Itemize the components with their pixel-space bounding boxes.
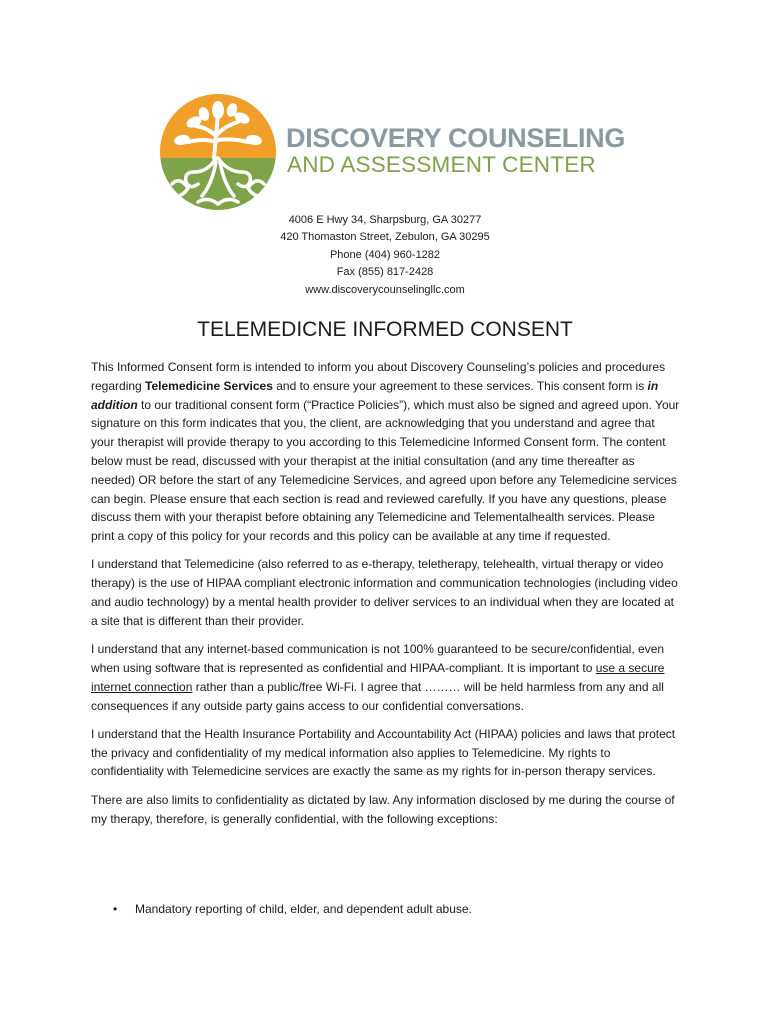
phone-line: Phone (404) 960-1282 [329, 248, 441, 261]
paragraph-limits: There are also limits to confidentiality as dictated by law. Any information disclosed by me during the course of my therapy, therefore, is generally confidential, with the following exceptions: [91, 792, 675, 826]
document-body [91, 358, 681, 838]
para-underlined: use a secure internet connection [91, 660, 665, 694]
para-text: This Informed Consent form is intended to inform you about Discovery Counseling’s policies and procedures regarding [91, 360, 666, 393]
para-text: I understand that any internet-based communication is not 100% guaranteed to be secure/confidential, even when using software that is represented as confidential and HIPAA-compliant. It is important to [91, 642, 665, 675]
paragraph-security [91, 640, 681, 715]
para-text: rather than a public/free Wi-Fi. I agree that ……… will be held harmless from any and all consequences if any outside party gains access to our confidential conversations. [91, 679, 664, 713]
paragraph-definition: I understand that Telemedicine (also referred to as e-therapy, teletherapy, telehealth, virtual therapy or video therapy) is the use of HIPAA compliant electronic information and communication technologies (including video and audio technology) by a mental health provider to deliver services to an individual when they are located at a site that is different than their provider. [91, 557, 678, 628]
para-text: to our traditional consent form (“Practice Policies”), which must also be signed and agreed upon. Your signature on this form indicates that you, the client, are acknowledging that you understand and agree that your therapist will provide therapy to you according to this Telemedicine Informed Consent form. The content below must be read, discussed with your therapist at the initial consultation (and any time thereafter as needed) OR before the start of any Telemedicine Services, and agreed upon before any Telemedicine services can begin. Please ensure that each section is read and reviewed carefully. If you have any questions, please discuss them with your therapist before obtaining any Telemedicine and Telementalhealth services. Please print a copy of this policy for your records and this policy can be available at any time if requested. [91, 397, 680, 544]
brand-name-line2: AND ASSESSMENT CENTER [287, 152, 596, 177]
para-text: and to ensure your agreement to these services. This consent form is [272, 378, 648, 393]
list-item [113, 900, 472, 918]
para-bold: Telemedicine Services [145, 378, 273, 393]
brand-name-line1: DISCOVERY COUNSELING [286, 123, 626, 153]
paragraph-intro [91, 358, 681, 546]
list-item-text: Mandatory reporting of child, elder, and dependent adult abuse. [135, 902, 472, 916]
document-title: TELEMEDICNE INFORMED CONSENT [197, 318, 573, 341]
tree-circle-logo-icon [158, 92, 278, 212]
address-line: 4006 E Hwy 34, Sharpsburg, GA 30277 [288, 214, 482, 226]
address-block [0, 212, 770, 299]
bullet-icon: • [113, 902, 118, 916]
address-line: 420 Thomaston Street, Zebulon, GA 30295 [280, 231, 490, 244]
website-line: www.discoverycounselingllc.com [305, 283, 465, 296]
fax-line: Fax (855) 817-2428 [336, 266, 434, 279]
para-bold-italic: in addition [91, 378, 659, 412]
paragraph-hipaa: I understand that the Health Insurance Portability and Accountability Act (HIPAA) policies and laws that protect the privacy and confidentiality of my medical information also applies to Telemedicine. My rights to confidentiality with Telemedicine services are exactly the same as my rights for in-person therapy services. [91, 726, 676, 779]
